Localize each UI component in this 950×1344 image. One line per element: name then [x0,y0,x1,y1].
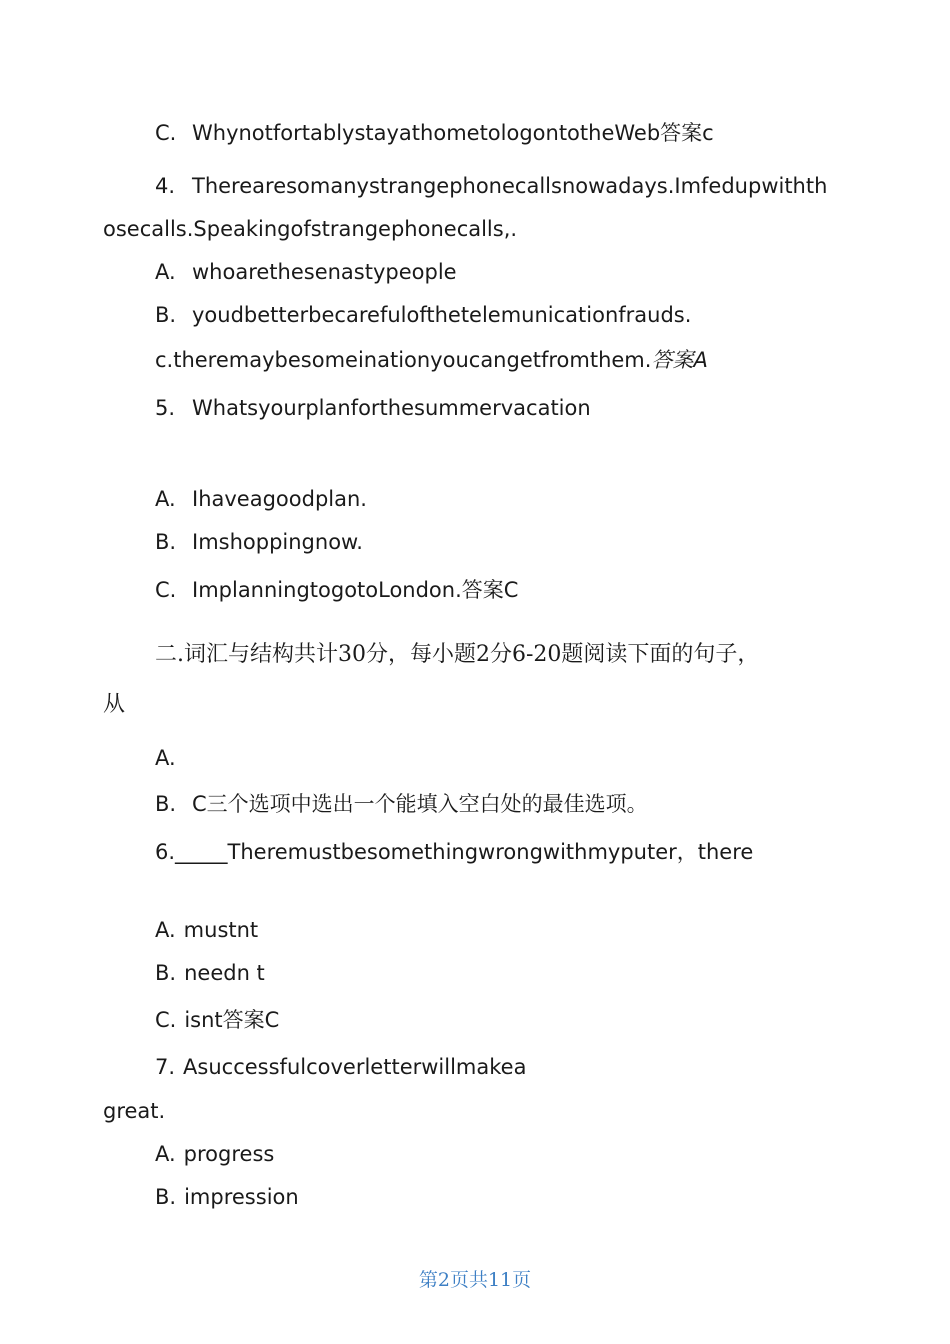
q4-option-b [155,303,691,328]
q4-number: 4. [155,174,176,198]
q5-option-c-label: C. [155,578,177,602]
q5-option-b [155,530,363,555]
section2-option-a: A. [155,746,176,770]
q4-option-b-label: B. [155,303,177,327]
q5-option-c-text: ImplanningtogotoLondon.答案C [192,578,519,602]
q7-option-a-text: progress [183,1142,275,1166]
q4-option-c-text: c.theremaybesomeinationyoucangetfromthem. [155,348,652,372]
q5-option-b-text: Imshoppingnow. [192,530,363,554]
section2-heading-line2: 从 [103,692,126,717]
q7-option-a-label: A. [155,1142,176,1166]
q5-option-c [155,578,518,603]
q6-option-b-text: needn t [184,961,265,985]
q4-stem-line2: osecalls.Speakingofstrangephonecalls,. [103,217,518,241]
section2-option-b-text: C三个选项中选出一个能填入空白处的最佳选项。 [192,792,648,816]
q3-option-c [155,121,714,146]
section2-option-b-label: B. [155,792,177,816]
q4-option-b-text: youdbetterbecarefulofthetelemunicationfrauds. [192,303,692,327]
q4-option-a-text: whoarethesenastypeople [192,260,457,284]
q7-option-a [155,1142,274,1167]
q5-option-a-text: Ihaveagoodplan. [192,487,367,511]
section2-option-b [155,792,648,817]
q5-option-a-label: A. [155,487,176,511]
q6-stem: 6._____Theremustbesomethingwrongwithmyputer，there [155,840,754,864]
q6-option-b [155,961,265,986]
q4-answer: 答案A [651,348,708,372]
q4-stem-text: Therearesomanystrangephonecallsnowadays.Imfedupwithth [192,174,828,198]
q6-option-a-text: mustnt [183,918,259,942]
q7-option-b [155,1185,299,1210]
q4-option-a [155,260,457,285]
q7-option-b-text: impression [184,1185,299,1209]
q7-option-b-label: B. [155,1185,177,1209]
q4-stem-line1 [155,174,827,199]
q7-number: 7. [155,1055,176,1079]
page-number-footer: 第2页共11页 [418,1269,532,1291]
q5-option-a [155,487,367,512]
q6-option-c [155,1008,279,1033]
q6-option-c-text: isnt答案C [184,1008,280,1032]
q6-option-b-label: B. [155,961,177,985]
q6-option-a [155,918,258,943]
section2-heading-line1: 二.词汇与结构共计30分，每小题2分6-20题阅读下面的句子， [155,642,760,667]
q3-option-c-label: C. [155,121,177,145]
q5-option-b-label: B. [155,530,177,554]
q5-stem-text: Whatsyourplanforthesummervacation [192,396,591,420]
q7-stem-text: Asuccessfulcoverletterwillmakea [183,1055,527,1079]
q4-option-a-label: A. [155,260,176,284]
q5-stem [155,396,591,421]
q7-stem-line2: great. [103,1099,166,1123]
q3-option-c-text: WhynotfortablystayathometologontotheWeb答案c [192,121,714,145]
q6-option-c-label: C. [155,1008,177,1032]
q7-stem-line1 [155,1055,526,1080]
q6-option-a-label: A. [155,918,176,942]
q5-number: 5. [155,396,176,420]
q4-option-c [155,348,708,373]
